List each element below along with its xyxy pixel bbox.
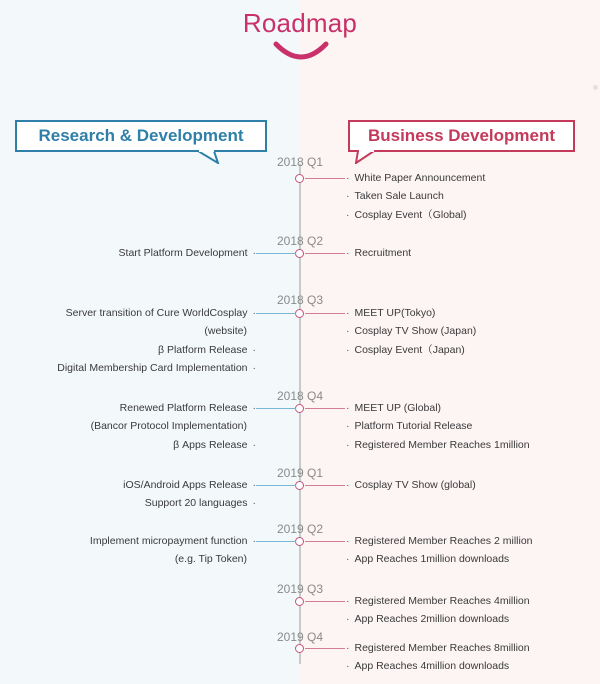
business-milestone: · Registered Member Reaches 2 million (346, 534, 533, 548)
smile-underline-icon (272, 40, 330, 62)
timeline-node (295, 481, 304, 490)
business-header: Business Development (348, 120, 575, 152)
research-milestone: (Bancor Protocol Implementation) (90, 420, 247, 433)
timeline-node (295, 249, 304, 258)
timeline-node (295, 644, 304, 653)
timeline-node (295, 309, 304, 318)
research-milestone: (e.g. Tip Token) (174, 553, 247, 566)
business-milestone: · MEET UP (Global) (346, 401, 441, 415)
research-milestone: Support 20 languages · (145, 496, 256, 510)
timeline-node (295, 404, 304, 413)
research-milestone: β Apps Release · (173, 438, 256, 452)
quarter-label: 2019 Q4 (276, 630, 324, 644)
timeline-node (295, 174, 304, 183)
timeline-node (295, 537, 304, 546)
business-milestone: · Platform Tutorial Release (346, 419, 472, 433)
business-milestone: · Registered Member Reaches 8million (346, 641, 530, 655)
quarter-label: 2019 Q3 (276, 582, 324, 596)
business-connector (305, 485, 345, 486)
research-connector (256, 408, 296, 409)
research-milestone: β Platform Release · (158, 343, 256, 357)
research-milestone: (website) (204, 325, 247, 338)
business-milestone: · App Reaches 1million downloads (346, 552, 509, 566)
business-connector (305, 648, 345, 649)
quarter-label: 2018 Q4 (276, 389, 324, 403)
quarter-label: 2018 Q1 (276, 155, 324, 169)
quarter-label: 2018 Q2 (276, 234, 324, 248)
business-connector (305, 313, 345, 314)
business-milestone: · Recruitment (346, 246, 411, 260)
research-connector (256, 253, 296, 254)
business-milestone: · App Reaches 2million downloads (346, 612, 509, 626)
business-milestone: · Taken Sale Launch (346, 189, 444, 203)
business-milestone: · Cosplay TV Show (global) (346, 478, 476, 492)
business-connector (305, 541, 345, 542)
research-connector (256, 313, 296, 314)
research-header: Research & Development (15, 120, 267, 152)
business-milestone: · MEET UP(Tokyo) (346, 306, 435, 320)
quarter-label: 2019 Q2 (276, 522, 324, 536)
business-milestone: · Cosplay Event（Global) (346, 208, 467, 222)
research-milestone: Server transition of Cure WorldCosplay · (66, 306, 256, 320)
business-header-tail (354, 150, 376, 164)
research-milestone: Implement micropayment function · (90, 534, 256, 548)
decorative-dot (593, 85, 598, 90)
business-milestone: · Cosplay TV Show (Japan) (346, 324, 476, 338)
business-milestone: · Cosplay Event（Japan) (346, 343, 465, 357)
business-connector (305, 408, 345, 409)
business-connector (305, 178, 345, 179)
research-milestone: iOS/Android Apps Release · (123, 478, 256, 492)
research-connector (256, 541, 296, 542)
research-milestone: Renewed Platform Release · (120, 401, 256, 415)
research-milestone: Digital Membership Card Implementation · (57, 361, 256, 375)
research-milestone: Start Platform Development · (119, 246, 256, 260)
timeline-node (295, 597, 304, 606)
business-connector (305, 601, 345, 602)
business-milestone: · App Reaches 4million downloads (346, 659, 509, 673)
business-milestone: · Registered Member Reaches 4million (346, 594, 530, 608)
page-title: Roadmap (242, 8, 358, 38)
business-milestone: · White Paper Announcement (346, 171, 485, 185)
business-connector (305, 253, 345, 254)
business-milestone: · Registered Member Reaches 1million (346, 438, 530, 452)
research-header-tail (198, 150, 220, 164)
quarter-label: 2019 Q1 (276, 466, 324, 480)
quarter-label: 2018 Q3 (276, 293, 324, 307)
research-connector (256, 485, 296, 486)
